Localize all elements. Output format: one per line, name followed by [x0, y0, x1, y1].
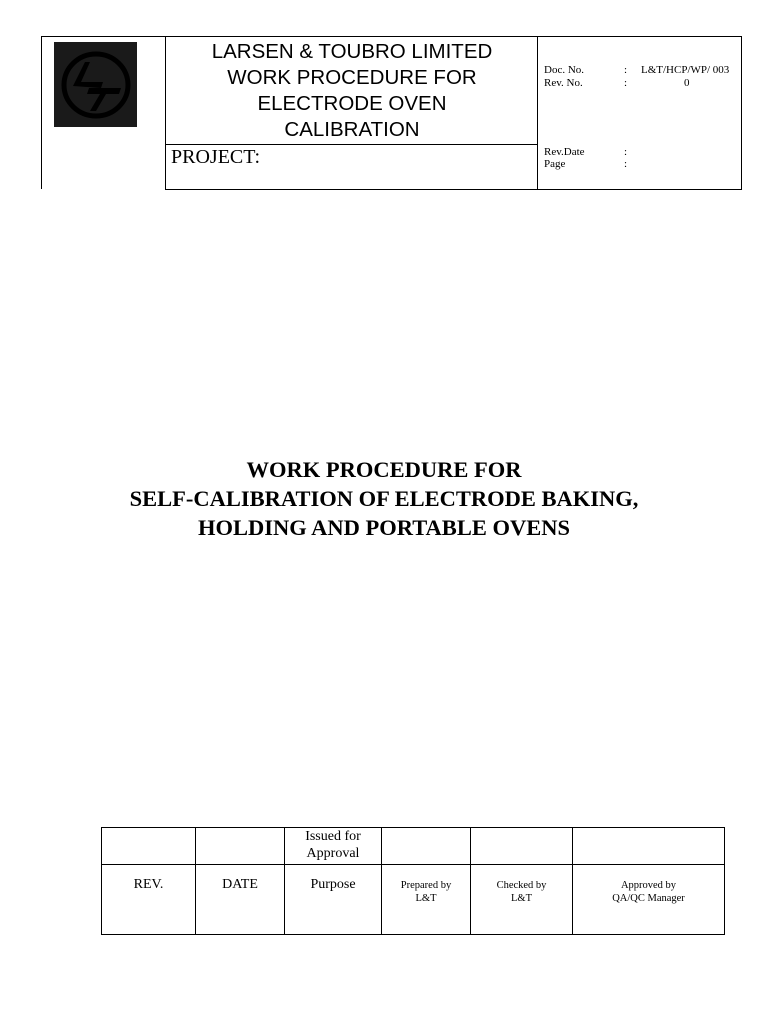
company-logo — [54, 42, 137, 127]
purpose-header-cell: Purpose — [285, 865, 382, 935]
header-border-left — [41, 36, 42, 189]
table-cell-issued — [285, 828, 382, 865]
rev-date-colon: : — [624, 146, 628, 158]
table-row — [102, 828, 725, 865]
document-title — [0, 455, 768, 542]
approved-by-cell — [573, 865, 725, 935]
project-label: PROJECT: — [171, 146, 261, 168]
header-title-line: WORK PROCEDURE FOR — [227, 66, 477, 89]
table-cell — [471, 828, 573, 865]
document-title-line: SELF-CALIBRATION OF ELECTRODE BAKING, — [129, 486, 639, 511]
table-cell — [196, 828, 285, 865]
page-colon: : — [624, 158, 628, 170]
revision-table — [101, 827, 725, 935]
rev-no-value: 0 — [684, 77, 690, 89]
page-label: Page — [544, 158, 566, 170]
doc-no-colon: : — [624, 64, 628, 76]
table-cell — [382, 828, 471, 865]
header-title-line: ELECTRODE OVEN — [257, 92, 447, 115]
date-header-cell: DATE — [196, 865, 285, 935]
rev-no-label: Rev. No. — [544, 77, 583, 89]
approved-by-line: Approved by — [620, 880, 677, 891]
header-border-bottom — [165, 189, 742, 190]
approved-by-line: QA/QC Manager — [612, 893, 685, 904]
doc-no-label: Doc. No. — [544, 64, 585, 76]
header-title — [166, 37, 538, 145]
larsen-toubro-logo-icon — [59, 48, 133, 122]
company-name: LARSEN & TOUBRO LIMITED — [211, 40, 493, 63]
prepared-by-cell — [382, 865, 471, 935]
header-title-line: CALIBRATION — [284, 118, 420, 141]
header-border-right — [741, 36, 742, 189]
doc-no-value: L&T/HCP/WP/ 003 — [641, 64, 730, 76]
prepared-by-line: Prepared by — [400, 880, 452, 891]
checked-by-line: L&T — [511, 893, 532, 904]
table-row — [102, 865, 725, 935]
document-title-line: WORK PROCEDURE FOR — [246, 457, 522, 482]
issued-line: Issued for — [305, 829, 361, 844]
table-cell — [573, 828, 725, 865]
issued-line: Approval — [306, 846, 360, 861]
rev-header-cell: REV. — [102, 865, 196, 935]
table-cell — [102, 828, 196, 865]
document-title-line: HOLDING AND PORTABLE OVENS — [198, 515, 570, 540]
rev-no-colon: : — [624, 77, 628, 89]
checked-by-cell — [471, 865, 573, 935]
prepared-by-line: L&T — [415, 893, 437, 904]
checked-by-line: Checked by — [496, 880, 547, 891]
rev-date-label: Rev.Date — [544, 146, 585, 158]
